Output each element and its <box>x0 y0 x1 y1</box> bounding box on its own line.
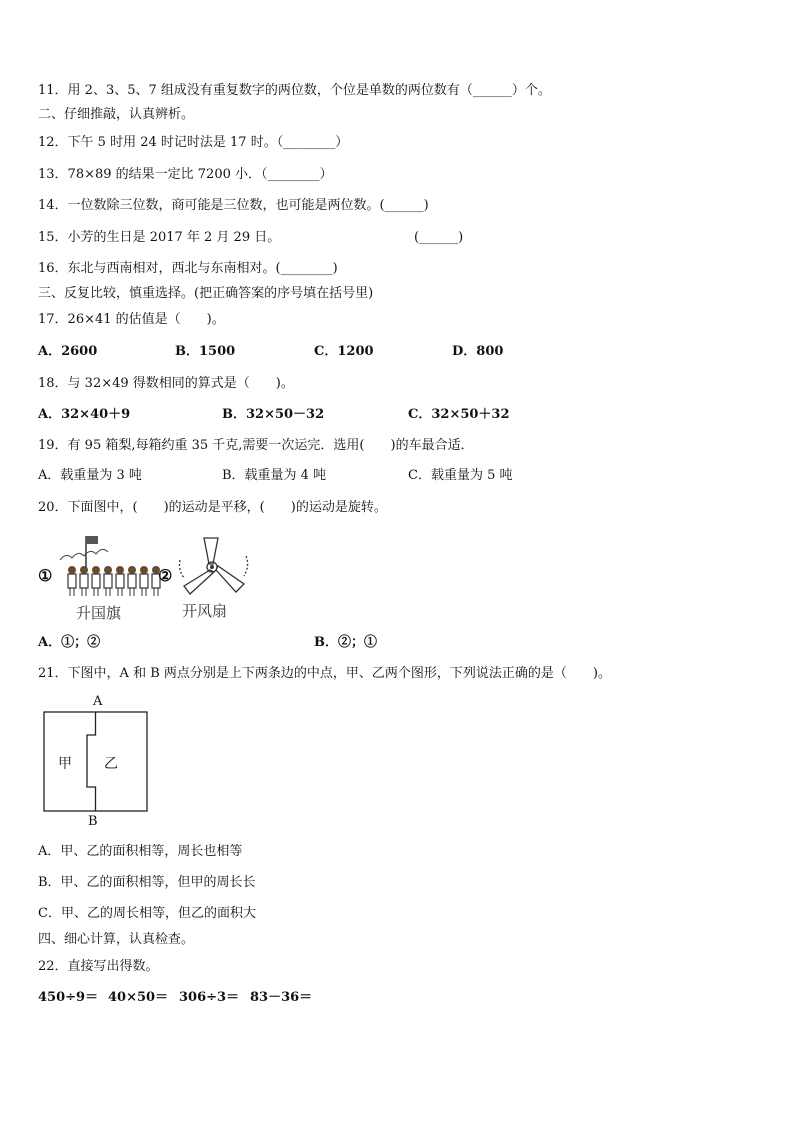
q18-option-c: C．32×50＋32 <box>408 407 510 422</box>
q20-caption-1: 升国旗 <box>76 604 122 622</box>
q21-option-a: A．甲、乙的面积相等，周长也相等 <box>38 844 243 859</box>
q20-caption-2: 开风扇 <box>182 602 228 620</box>
point-b-label: B <box>88 814 98 829</box>
q20-option-a: A．①；② <box>38 635 101 650</box>
q20-option-b: B．②；① <box>314 635 377 650</box>
q19-option-a: A．载重量为 3 吨 <box>38 468 142 483</box>
region-jia-label: 甲 <box>58 756 72 772</box>
q19-option-b: B．载重量为 4 吨 <box>222 468 327 483</box>
q22-item-1: 450÷9＝ <box>38 990 99 1005</box>
question-11: 11．用 2、3、5、7 组成没有重复数字的两位数，个位是单数的两位数有（______）个。 <box>38 83 551 98</box>
section-4-title: 四、细心计算，认真检查。 <box>38 932 195 947</box>
question-14: 14．一位数除三位数，商可能是三位数，也可能是两位数。(______) <box>38 198 429 213</box>
q21-option-b: B．甲、乙的面积相等，但甲的周长长 <box>38 875 256 890</box>
question-17: 17．26×41 的估值是（ )。 <box>38 312 225 327</box>
fan-image <box>176 534 252 598</box>
question-20: 20．下面图中，( )的运动是平移，( )的运动是旋转。 <box>38 500 387 515</box>
q19-option-c: C．载重量为 5 吨 <box>408 468 513 483</box>
q20-mark-1: ① <box>38 566 53 585</box>
question-13: 13．78×89 的结果一定比 7200 小．（________） <box>38 167 333 182</box>
question-12: 12．下午 5 时用 24 时记时法是 17 时。（________） <box>38 135 349 150</box>
point-a-label: A <box>93 694 103 709</box>
q17-option-b: B．1500 <box>175 344 236 359</box>
q21-option-c: C．甲、乙的周长相等，但乙的面积大 <box>38 906 256 921</box>
q17-option-d: D．800 <box>452 344 504 359</box>
q17-option-c: C．1200 <box>314 344 374 359</box>
question-15: 15．小芳的生日是 2017 年 2 月 29 日。 <box>38 230 281 245</box>
flag-raising-image <box>56 532 176 598</box>
section-3-title: 三、反复比较，慎重选择。(把正确答案的序号填在括号里) <box>38 286 374 301</box>
question-19: 19．有 95 箱梨,每箱约重 35 千克,需要一次运完．选用( )的车最合适． <box>38 438 474 453</box>
rectangle-diagram <box>40 710 152 814</box>
q22-item-4: 83－36＝ <box>250 990 313 1005</box>
question-22: 22．直接写出得数。 <box>38 959 159 974</box>
question-21: 21．下图中，A 和 B 两点分别是上下两条边的中点，甲、乙两个图形，下列说法正确的是（ )。 <box>38 666 611 681</box>
q22-item-3: 306÷3＝ <box>179 990 240 1005</box>
q22-item-2: 40×50＝ <box>108 990 169 1005</box>
region-yi-label: 乙 <box>104 756 118 772</box>
question-18: 18．与 32×49 得数相同的算式是（ )。 <box>38 376 294 391</box>
question-16: 16．东北与西南相对，西北与东南相对。(________) <box>38 261 338 276</box>
section-2-title: 二、仔细推敲，认真辨析。 <box>38 107 195 122</box>
q17-option-a: A．2600 <box>38 344 98 359</box>
q20-mark-2: ② <box>158 566 173 585</box>
q20-figure <box>36 532 251 624</box>
q18-option-b: B．32×50－32 <box>222 407 325 422</box>
q21-figure <box>40 694 155 830</box>
question-15-blank: (______) <box>414 230 464 245</box>
q18-option-a: A．32×40＋9 <box>38 407 131 422</box>
